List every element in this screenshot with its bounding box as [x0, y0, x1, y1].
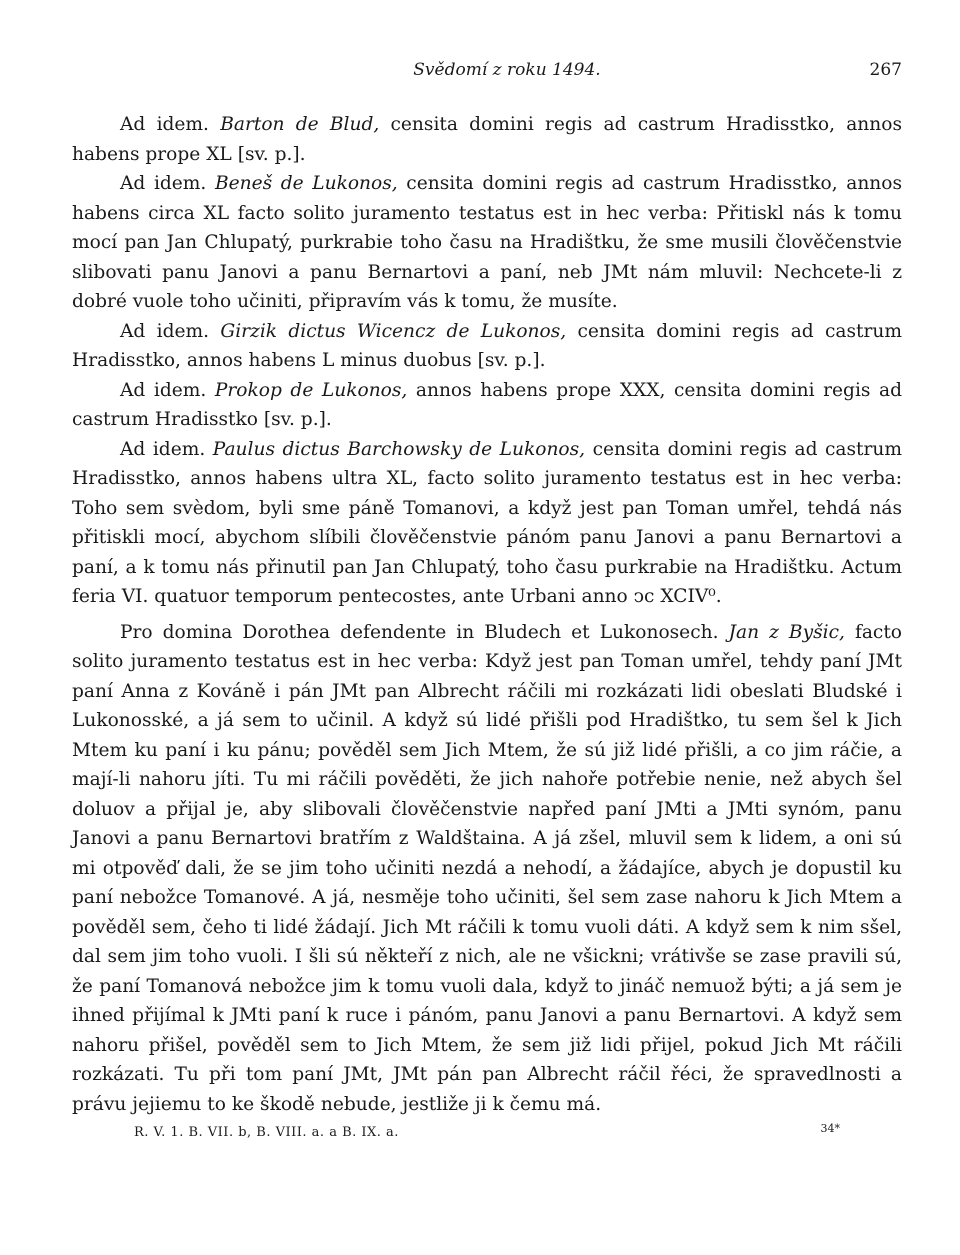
page-header	[72, 60, 902, 86]
signature-area	[0, 1105, 960, 1135]
entry-prefix: Pro domina Dorothea defendente in Bludech et Lukonosech.	[120, 621, 729, 643]
document-page	[72, 60, 902, 1140]
entry-text: censita domini regis ad castrum Hradisstko, annos habens L minus duobus [sv. p.].	[72, 320, 902, 371]
entry-prokop	[72, 376, 902, 435]
entry-benes	[72, 169, 902, 317]
witness-name: Girzik dictus Wicencz de Lukonos,	[220, 320, 567, 342]
entry-text: censita domini regis ad castrum Hradisstko, annos habens circa XL facto solito juramento testatus est in hec verba: Přitiskl nás k tomu mocí pan Jan Chlupatý, purkrabie toho času na Hradištku, že sme musili člověčenstvie slibovati panu Janovi a panu Bernartovi a paní, neb JMt nám mluvil: Nechcete-li z dobré vuole toho učiniti, připravím vás k tomu, že musíte.	[72, 173, 903, 312]
page-number: 267	[869, 60, 902, 80]
witness-name: Beneš de Lukonos,	[214, 173, 398, 194]
witness-name: Prokop de Lukonos,	[214, 379, 408, 401]
witness-name: Barton de Blud,	[220, 114, 380, 135]
entry-text: censita domini regis ad castrum Hradisstko, annos habens prope XL [sv. p.].	[72, 114, 902, 165]
entry-text: facto solito juramento testatus est in hec verba: Když jest pan Toman umřel, tehdy paní JMt paní Anna z Kováně i pán JMt pan Albrecht ráčili mi rozkázati lidi obeslati Bludské i Lukonosské, a já sem to učinil. A když sú lidé přišli pod Hradištko, tu sem šel k Jich Mtem ku paní i ku pánu; pověděl sem Jich Mtem, že sú již lidé přišli, a co jim ráčie, a mají-li nahoru jíti. Tu mi ráčili pověděti, že jich nahoře potřebie nenie, než abych šel doluov a přijal je, aby slibovali člověčenstvie napřed paní JMti a JMti synóm, panu Janovi a panu Bernartovi bratřím z Waldštaina. A já zšel, mluvil sem k lidem, a oni sú mi otpověď dali, že se jim toho učiniti nezdá a nehodí, a žádajíce, abych je dopustil ku paní nebožce Tomanové. A já, nesměje toho učiniti, šel sem zase nahoru k Jich Mtem a pověděl sem, čeho ti lidé žádají. Jich Mt ráčili k tomu vuoli dáti. A když sem k nim sšel, dal sem jim toho vuoli. I šli sú někteří z nich, ale ne všickni; vrátivše se zase pravili sú, že paní Tomanová nebožce jim k tomu vuoli dala, když to jináč nemuož býti; a já sem je ihned přijímal k JMti paní k ruce i pánóm, panu Janovi a panu Bernartovi. A když sem nahoru přišel, pověděl sem to Jich Mtem, že sem již lidi přijel, pokud Jich Mt ráčili rozkázati. Tu při tom paní JMt, JMt pán pan Albrecht ráčil řéci, že spravedlnosti a právu jejiemu to ke škodě nebude, jestliže ji k čemu má.	[72, 621, 902, 1115]
entry-prefix: Ad idem.	[120, 379, 215, 401]
entry-prefix: Ad idem.	[120, 320, 221, 342]
witness-name: Paulus dictus Barchowsky de Lukonos,	[212, 438, 586, 460]
source-note: R. V. 1. B. VII. b, B. VIII. a. a B. IX. a.	[134, 1125, 399, 1140]
running-title: Svědomí z roku 1494.	[413, 60, 601, 80]
entry-girzik	[72, 317, 902, 376]
entries	[72, 110, 902, 1119]
entry-text: censita domini regis ad castrum Hradisstko, annos habens ultra XL, facto solito juramento testatus est in hec verba: Toho sem svèdom, byli sme páně Tomanovi, a když jest pan Toman umřel, tehdá nás přitiskli mocí, abychom slíbili člověčenstvie pánóm panu Janovi a panu Bernartovi a paní, a k tomu nás přinutil pan Jan Chlupatý, toho času purkrabie na Hradištku. Actum feria VI. quatuor temporum pentecostes, ante Urbani anno ↄc XCIV⁰.	[72, 438, 903, 607]
entry-prefix: Ad idem.	[120, 438, 213, 460]
witness-name: Jan z Byšic,	[728, 621, 845, 643]
signature-mark: 34*	[820, 1122, 840, 1135]
entry-prefix: Ad idem.	[120, 114, 221, 135]
entry-prefix: Ad idem.	[120, 173, 215, 194]
entry-testimony-jan	[72, 618, 902, 1120]
entry-paulus	[72, 435, 902, 612]
entry-text: annos habens prope XXX, censita domini regis ad castrum Hradisstko [sv. p.].	[72, 379, 902, 430]
entry-barton	[72, 110, 902, 169]
